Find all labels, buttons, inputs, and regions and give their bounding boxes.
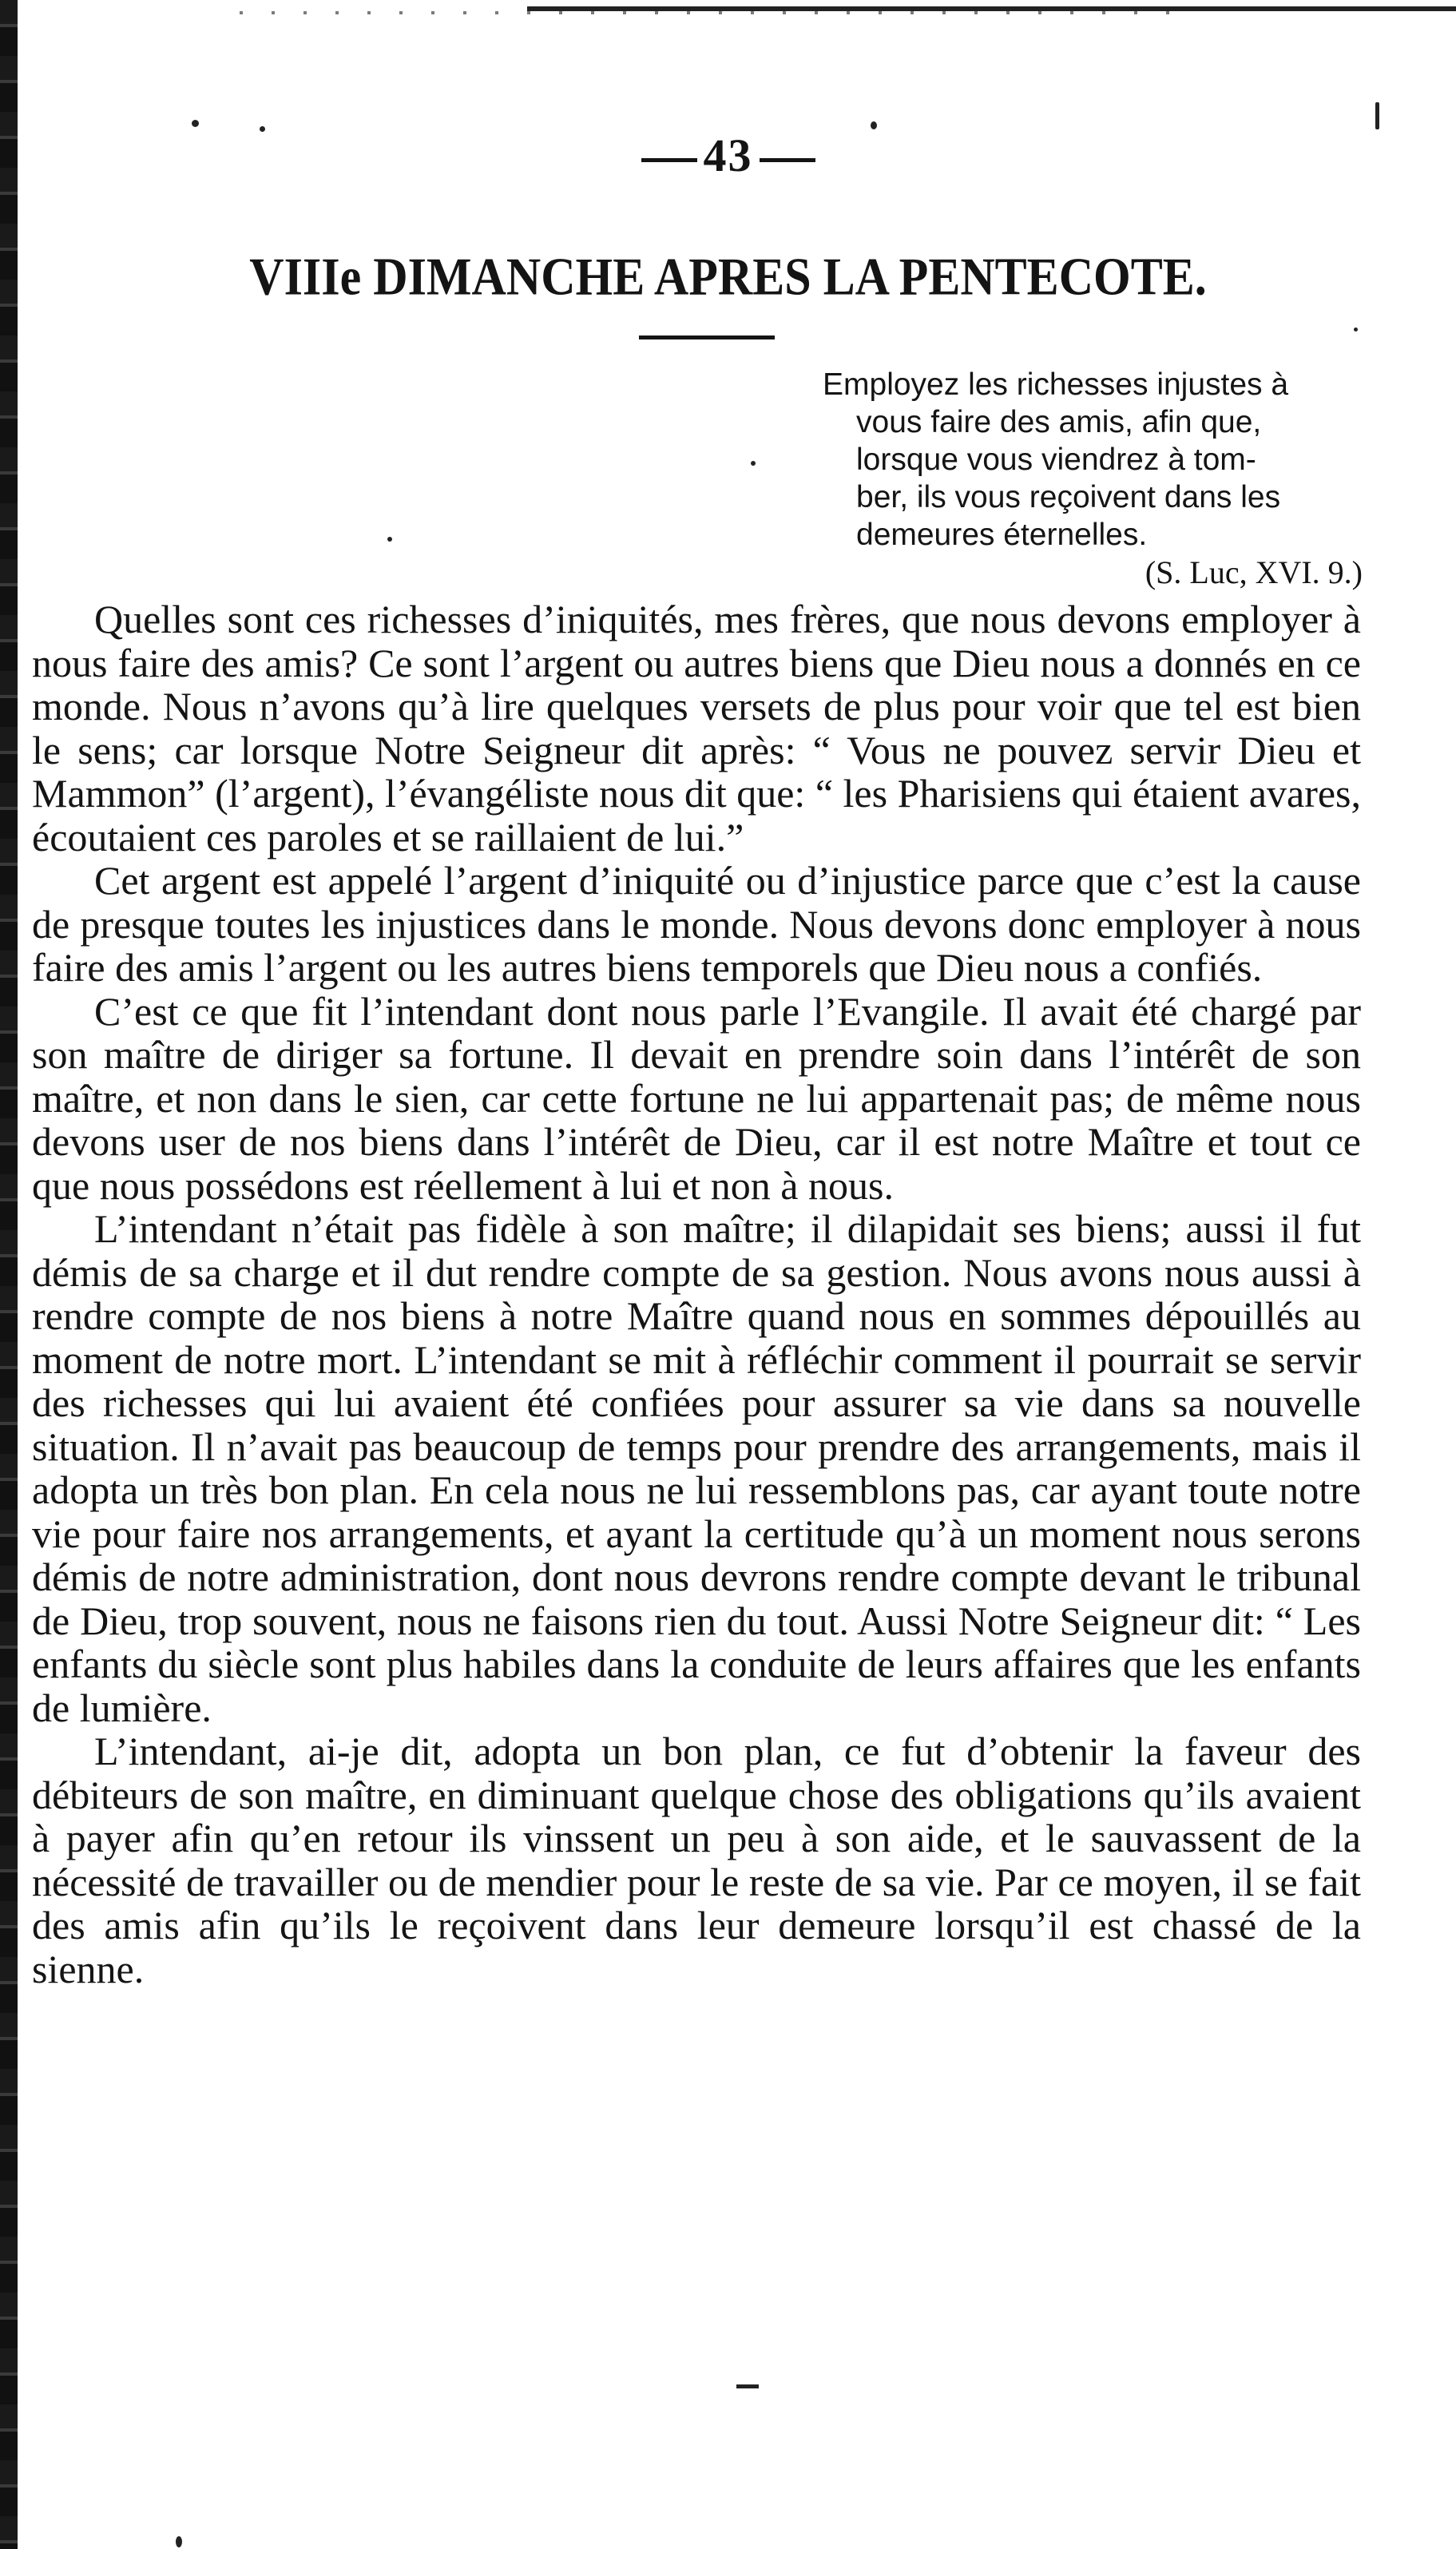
- paragraph: Cet argent est appelé l’argent d’iniquité ou d’injustice parce que c’est la cause de presque toutes les injustices dans le monde. Nous devons donc employer à nous faire des amis l’argent ou les autres biens temporels que Dieu nous a confiés.: [32, 858, 1361, 990]
- page-number-value: 43: [703, 129, 753, 181]
- epigraph-line: ber, ils vous reçoivent dans les: [856, 480, 1281, 514]
- title-rule: [639, 335, 775, 339]
- scan-binding-edge: [0, 0, 18, 2549]
- scan-speck: [192, 120, 199, 127]
- scan-speck: [1375, 102, 1379, 129]
- paragraph: Quelles sont ces richesses d’iniquités, mes frères, que nous devons employer à nous faire des amis? Ce sont l’argent ou autres biens que Dieu nous a donnés en ce monde. Nous n’avons qu’à lire quelques versets de plus pour voir que tel est bien le sens; car lorsque Notre Seigneur dit après: “ Vous ne pouvez servir Dieu et Mammon” (l’argent), l’évangéliste nous dit que: “ les Pharisiens qui étaient avares, écoutaient ces paroles et se raillaient de lui.”: [32, 597, 1361, 860]
- scan-top-noise: [240, 11, 1198, 14]
- epigraph-line: demeures éternelles.: [856, 518, 1148, 552]
- epigraph-citation: (S. Luc, XVI. 9.): [1145, 554, 1363, 590]
- scan-speck: [176, 2536, 182, 2547]
- paragraph: L’intendant, ai-je dit, adopta un bon plan, ce fut d’obtenir la faveur des débiteurs de son maître, en diminuant quelque chose des obligations qu’ils avaient à payer afin qu’en retour ils vinssent un peu à son aide, et le sauvassent de la nécessité de travailler ou de mendier pour le reste de sa vie. Par ce moyen, il se fait des amis afin qu’ils le reçoivent dans leur demeure lorsqu’il est chassé de la sienne.: [32, 1729, 1361, 1991]
- page-number-dash: [641, 158, 697, 162]
- scan-speck: [751, 461, 756, 466]
- page-number: [0, 128, 1456, 184]
- scan-speck: [1354, 328, 1358, 332]
- page-number-dash: [760, 158, 815, 162]
- epigraph-line: Employez les richesses injustes à: [823, 367, 1289, 402]
- end-mark: [736, 2384, 759, 2388]
- epigraph-line: lorsque vous viendrez à tom-: [856, 443, 1256, 477]
- sermon-title: VIIIe DIMANCHE APRES LA PENTECOTE.: [249, 247, 1207, 306]
- body-text: [32, 598, 1361, 1991]
- paragraph: C’est ce que fit l’intendant dont nous parle l’Evangile. Il avait été chargé par son maître de diriger sa fortune. Il devait en prendre soin dans l’intérêt de son maître, et non dans le sien, car cette fortune ne lui appartenait pas; de même nous devons user de nos biens dans l’intérêt de Dieu, car il est notre Maître et tout ce que nous possédons est réellement à lui et non à nous.: [32, 988, 1361, 1208]
- paragraph: L’intendant n’était pas fidèle à son maître; il dilapidait ses biens; aussi il fut démis de sa charge et il dut rendre compte de sa gestion. Nous avons nous aussi à rendre compte de nos biens à notre Maître quand nous en sommes dépouillés au moment de notre mort. L’intendant se mit à réfléchir comment il pourrait se servir des richesses qui lui avaient été confiées pour assurer sa vie dans sa nouvelle situation. Il n’avait pas beaucoup de temps pour prendre des arrangements, mais il adopta un très bon plan. En cela nous ne lui ressemblons pas, car ayant toute notre vie pour faire nos arrangements, et ayant la certitude qu’à un moment nous serons démis de notre administration, dont nous devrons rendre compte devant le tribunal de Dieu, trop souvent, nous ne faisons rien du tout. Aussi Notre Seigneur dit: “ Les enfants du siècle sont plus habiles dans la conduite de leurs affaires que les enfants de lumière.: [32, 1206, 1361, 1730]
- scan-speck: [387, 537, 392, 542]
- epigraph-line: vous faire des amis, afin que,: [856, 405, 1262, 439]
- epigraph: [823, 366, 1366, 591]
